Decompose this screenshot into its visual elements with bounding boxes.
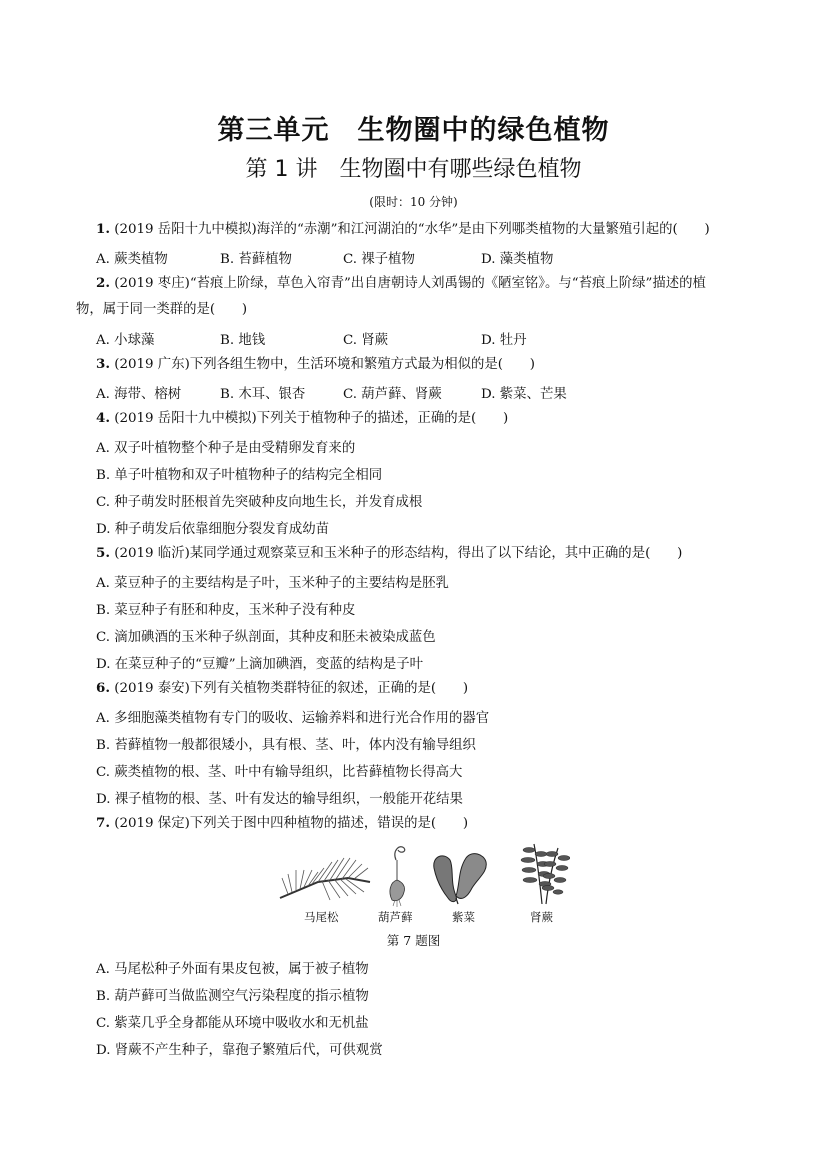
question-6-option-b: B. 苔藓植物一般都很矮小，具有根、茎、叶，体内没有输导组织 [96, 738, 476, 753]
question-1-option-a: A. 蕨类植物 [96, 252, 168, 267]
question-2-option-c: C. 肾蕨 [343, 333, 389, 348]
question-5-stem: 5. (2019 临沂)某同学通过观察菜豆和玉米种子的形态结构，得出了以下结论，其中正确的是( ) [96, 545, 683, 561]
question-7-stem: 7. (2019 保定)下列关于图中四种植物的描述，错误的是( ) [96, 815, 469, 831]
question-6-option-a: A. 多细胞藻类植物有专门的吸收、运输养料和进行光合作用的器官 [96, 711, 490, 726]
question-1-option-d: D. 藻类植物 [481, 252, 554, 267]
question-3-option-b: B. 木耳、银杏 [220, 387, 306, 402]
question-7-option-b: B. 葫芦藓可当做监测空气污染程度的指示植物 [96, 989, 369, 1004]
figure-label-seaweed: 紫菜 [452, 910, 475, 924]
question-4-option-c: C. 种子萌发时胚根首先突破种皮向地生长，并发育成根 [96, 495, 423, 510]
question-6-option-d: D. 裸子植物的根、茎、叶有发达的输导组织，一般能开花结果 [96, 792, 463, 807]
figure-caption: 第 7 题图 [386, 933, 441, 948]
question-4-option-d: D. 种子萌发后依靠细胞分裂发育成幼苗 [96, 522, 330, 537]
question-7-option-a: A. 马尾松种子外面有果皮包被，属于被子植物 [96, 962, 369, 977]
question-6-stem: 6. (2019 泰安)下列有关植物类群特征的叙述，正确的是( ) [96, 680, 469, 696]
figure-label-moss: 葫芦藓 [378, 910, 413, 924]
unit-title: 第三单元 生物圈中的绿色植物 [217, 115, 610, 146]
question-2-stem: 2. (2019 枣庄)“苔痕上阶绿，草色入帘青”出自唐朝诗人刘禹锡的《陋室铭》。与“苔痕上阶绿”描述的植 [96, 275, 706, 291]
question-4-option-a: A. 双子叶植物整个种子是由受精卵发育来的 [96, 441, 356, 456]
question-1-stem: 1. (2019 岳阳十九中模拟)海洋的“赤潮”和江河湖泊的“水华”是由下列哪类植物的大量繁殖引起的( ) [96, 221, 710, 237]
question-3-option-d: D. 紫菜、芒果 [481, 387, 567, 402]
question-5-option-b: B. 菜豆种子有胚和种皮，玉米种子没有种皮 [96, 603, 356, 618]
moss-plant-icon [382, 840, 412, 908]
seaweed-icon [430, 848, 492, 906]
time-limit: (限时：10 分钟) [369, 195, 458, 209]
figure-label-pine: 马尾松 [304, 910, 339, 924]
figure-label-fern: 肾蕨 [530, 910, 553, 924]
question-7-option-d: D. 肾蕨不产生种子，靠孢子繁殖后代，可供观赏 [96, 1043, 383, 1058]
lesson-title: 第 1 讲 生物圈中有哪些绿色植物 [245, 157, 582, 182]
question-5-option-a: A. 菜豆种子的主要结构是子叶，玉米种子的主要结构是胚乳 [96, 576, 449, 591]
question-5-option-d: D. 在菜豆种子的“豆瓣”上滴加碘酒，变蓝的结构是子叶 [96, 657, 424, 672]
question-4-stem: 4. (2019 岳阳十九中模拟)下列关于植物种子的描述，正确的是( ) [96, 410, 509, 426]
question-1-option-b: B. 苔藓植物 [220, 252, 292, 267]
question-3-option-c: C. 葫芦藓、肾蕨 [343, 387, 442, 402]
question-7-option-c: C. 紫菜几乎全身都能从环境中吸收水和无机盐 [96, 1016, 369, 1031]
question-2-option-d: D. 牡丹 [481, 333, 527, 348]
question-2-stem-continued: 物，属于同一类群的是( ) [76, 302, 248, 317]
question-4-option-b: B. 单子叶植物和双子叶植物种子的结构完全相同 [96, 468, 383, 483]
plants-figure [270, 838, 590, 938]
question-2-option-a: A. 小球藻 [96, 333, 155, 348]
question-5-option-c: C. 滴加碘酒的玉米种子纵剖面，其种皮和胚未被染成蓝色 [96, 630, 436, 645]
fern-icon [516, 840, 570, 906]
pine-branch-icon [278, 848, 374, 904]
question-3-stem: 3. (2019 广东)下列各组生物中，生活环境和繁殖方式最为相似的是( ) [96, 356, 536, 372]
question-6-option-c: C. 蕨类植物的根、茎、叶中有输导组织，比苔藓植物长得高大 [96, 765, 463, 780]
question-1-option-c: C. 裸子植物 [343, 252, 415, 267]
question-2-option-b: B. 地钱 [220, 333, 266, 348]
question-3-option-a: A. 海带、榕树 [96, 387, 182, 402]
